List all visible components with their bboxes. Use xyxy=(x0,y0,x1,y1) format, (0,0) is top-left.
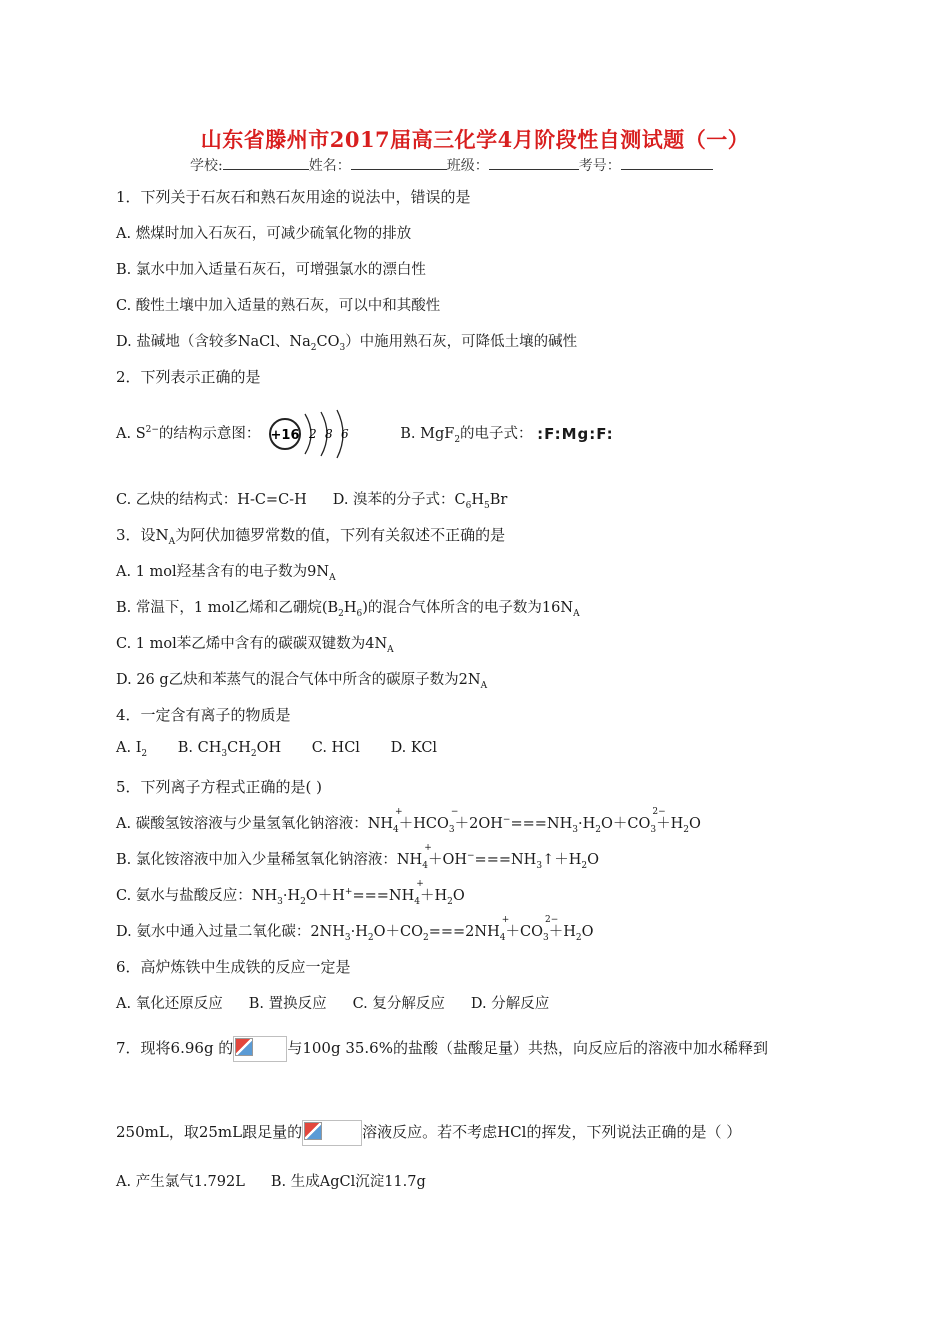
mgf2-electron-formula: :F:Mg:F: xyxy=(537,425,614,443)
question-6-options: A. 氧化还原反应 B. 置换反应 C. 复分解反应 D. 分解反应 xyxy=(116,996,550,1012)
name-blank xyxy=(351,155,447,170)
question-6-stem: 6．高炉炼铁中生成铁的反应一定是 xyxy=(116,958,351,976)
question-7-options: A. 产生氯气1.792L B. 生成AgCl沉淀11.7g xyxy=(116,1174,426,1190)
question-7-line-1: 7．现将6.96g 的 与100g 35.6%的盐酸（盐酸足量）共热，向反应后的溶液中加水稀释到 xyxy=(116,1036,768,1062)
question-3-option-b: B. 常温下，1 mol乙烯和乙硼烷$(B_2H_6)$的混合气体所含的电子数为$16N_A$ xyxy=(116,600,580,619)
question-5-option-b: B. 氯化铵溶液中加入少量稀氢氧化钠溶液：$NH_4$ + $+OH^-===NH_3↑+H_2O$ xyxy=(116,843,599,871)
question-1-stem: 1．下列关于石灰石和熟石灰用途的说法中，错误的是 xyxy=(116,188,471,206)
broken-image-icon xyxy=(235,1038,253,1056)
question-2-options-cd: C. 乙炔的结构式：H-C=C-H D. 溴苯的分子式：$C_6H_5Br$ xyxy=(116,492,508,511)
question-3-option-c: C. 1 mol苯乙烯中含有的碳碳双键数为$4N_A$ xyxy=(116,636,394,655)
question-7-line-2: 250mL，取25mL跟足量的 溶液反应。若不考虑HCl的挥发，下列说法正确的是（ ） xyxy=(116,1120,741,1146)
school-blank xyxy=(223,155,309,170)
class-blank xyxy=(489,155,579,170)
question-5-option-a: A. 碳酸氢铵溶液与少量氢氧化钠溶液：$NH_4$ + $+HCO_3$ − $+2OH^-===NH_3\cdot H_2O+CO_3$ 2− $+H_2O$ xyxy=(116,807,701,835)
student-info-row xyxy=(190,155,713,175)
page-title: 山东省滕州市2017届高三化学4月阶段性自测试题（一） xyxy=(200,127,750,152)
question-1-option-b: B. 氯水中加入适量石灰石，可增强氯水的漂白性 xyxy=(116,262,426,278)
svg-text:2: 2 xyxy=(309,427,317,441)
question-5-stem: 5．下列离子方程式正确的是( ) xyxy=(116,778,323,796)
exam-no-label: 考号： xyxy=(578,158,621,174)
question-1-option-c: C. 酸性土壤中加入适量的熟石灰，可以中和其酸性 xyxy=(116,298,441,314)
missing-formula-image xyxy=(302,1120,362,1146)
question-5-option-d: D. 氨水中通入过量二氧化碳：$2NH_3\cdot H_2O+CO_2===2NH_4$ + $+CO_3$ 2− $+H_2O$ xyxy=(116,915,594,943)
class-label: 班级： xyxy=(446,158,489,174)
question-3-option-d: D. 26 g乙炔和苯蒸气的混合气体中所含的碳原子数为$2N_A$ xyxy=(116,672,488,691)
question-4-options: A. $I_2$ B. $CH_3CH_2OH$ C. HCl D. KCl xyxy=(116,740,438,759)
name-label: 姓名： xyxy=(308,158,351,174)
svg-text:8: 8 xyxy=(325,427,333,441)
question-1-option-a: A. 燃煤时加入石灰石，可减少硫氧化物的排放 xyxy=(116,226,412,242)
exam-no-blank xyxy=(621,155,713,170)
school-label: 学校: xyxy=(190,158,223,174)
question-3-option-a: A. 1 mol羟基含有的电子数为$9N_A$ xyxy=(116,564,336,583)
broken-image-icon xyxy=(304,1122,322,1140)
question-2-options-ab: A. $S^{2-}$的结构示意图： +16 2 8 6 B. MgF$_2$的电子式： :F:Mg:F: xyxy=(116,408,614,460)
missing-formula-image xyxy=(233,1036,287,1062)
question-3-stem: 3．设$N_A$为阿伏加德罗常数的值，下列有关叙述不正确的是 xyxy=(116,526,506,547)
question-1-option-d: D. 盐碱地（含较多NaCl、$Na_2CO_3$）中施用熟石灰，可降低土壤的碱性 xyxy=(116,334,578,353)
svg-text:6: 6 xyxy=(341,427,349,441)
question-5-option-c: C. 氨水与盐酸反应：$NH_3\cdot H_2O+H^+===NH_4$ + $+H_2O$ xyxy=(116,879,465,907)
svg-text:+16: +16 xyxy=(270,428,300,443)
question-4-stem: 4．一定含有离子的物质是 xyxy=(116,706,291,724)
sulfide-ion-structure-diagram xyxy=(265,408,361,460)
question-2-stem: 2．下列表示正确的是 xyxy=(116,368,261,386)
